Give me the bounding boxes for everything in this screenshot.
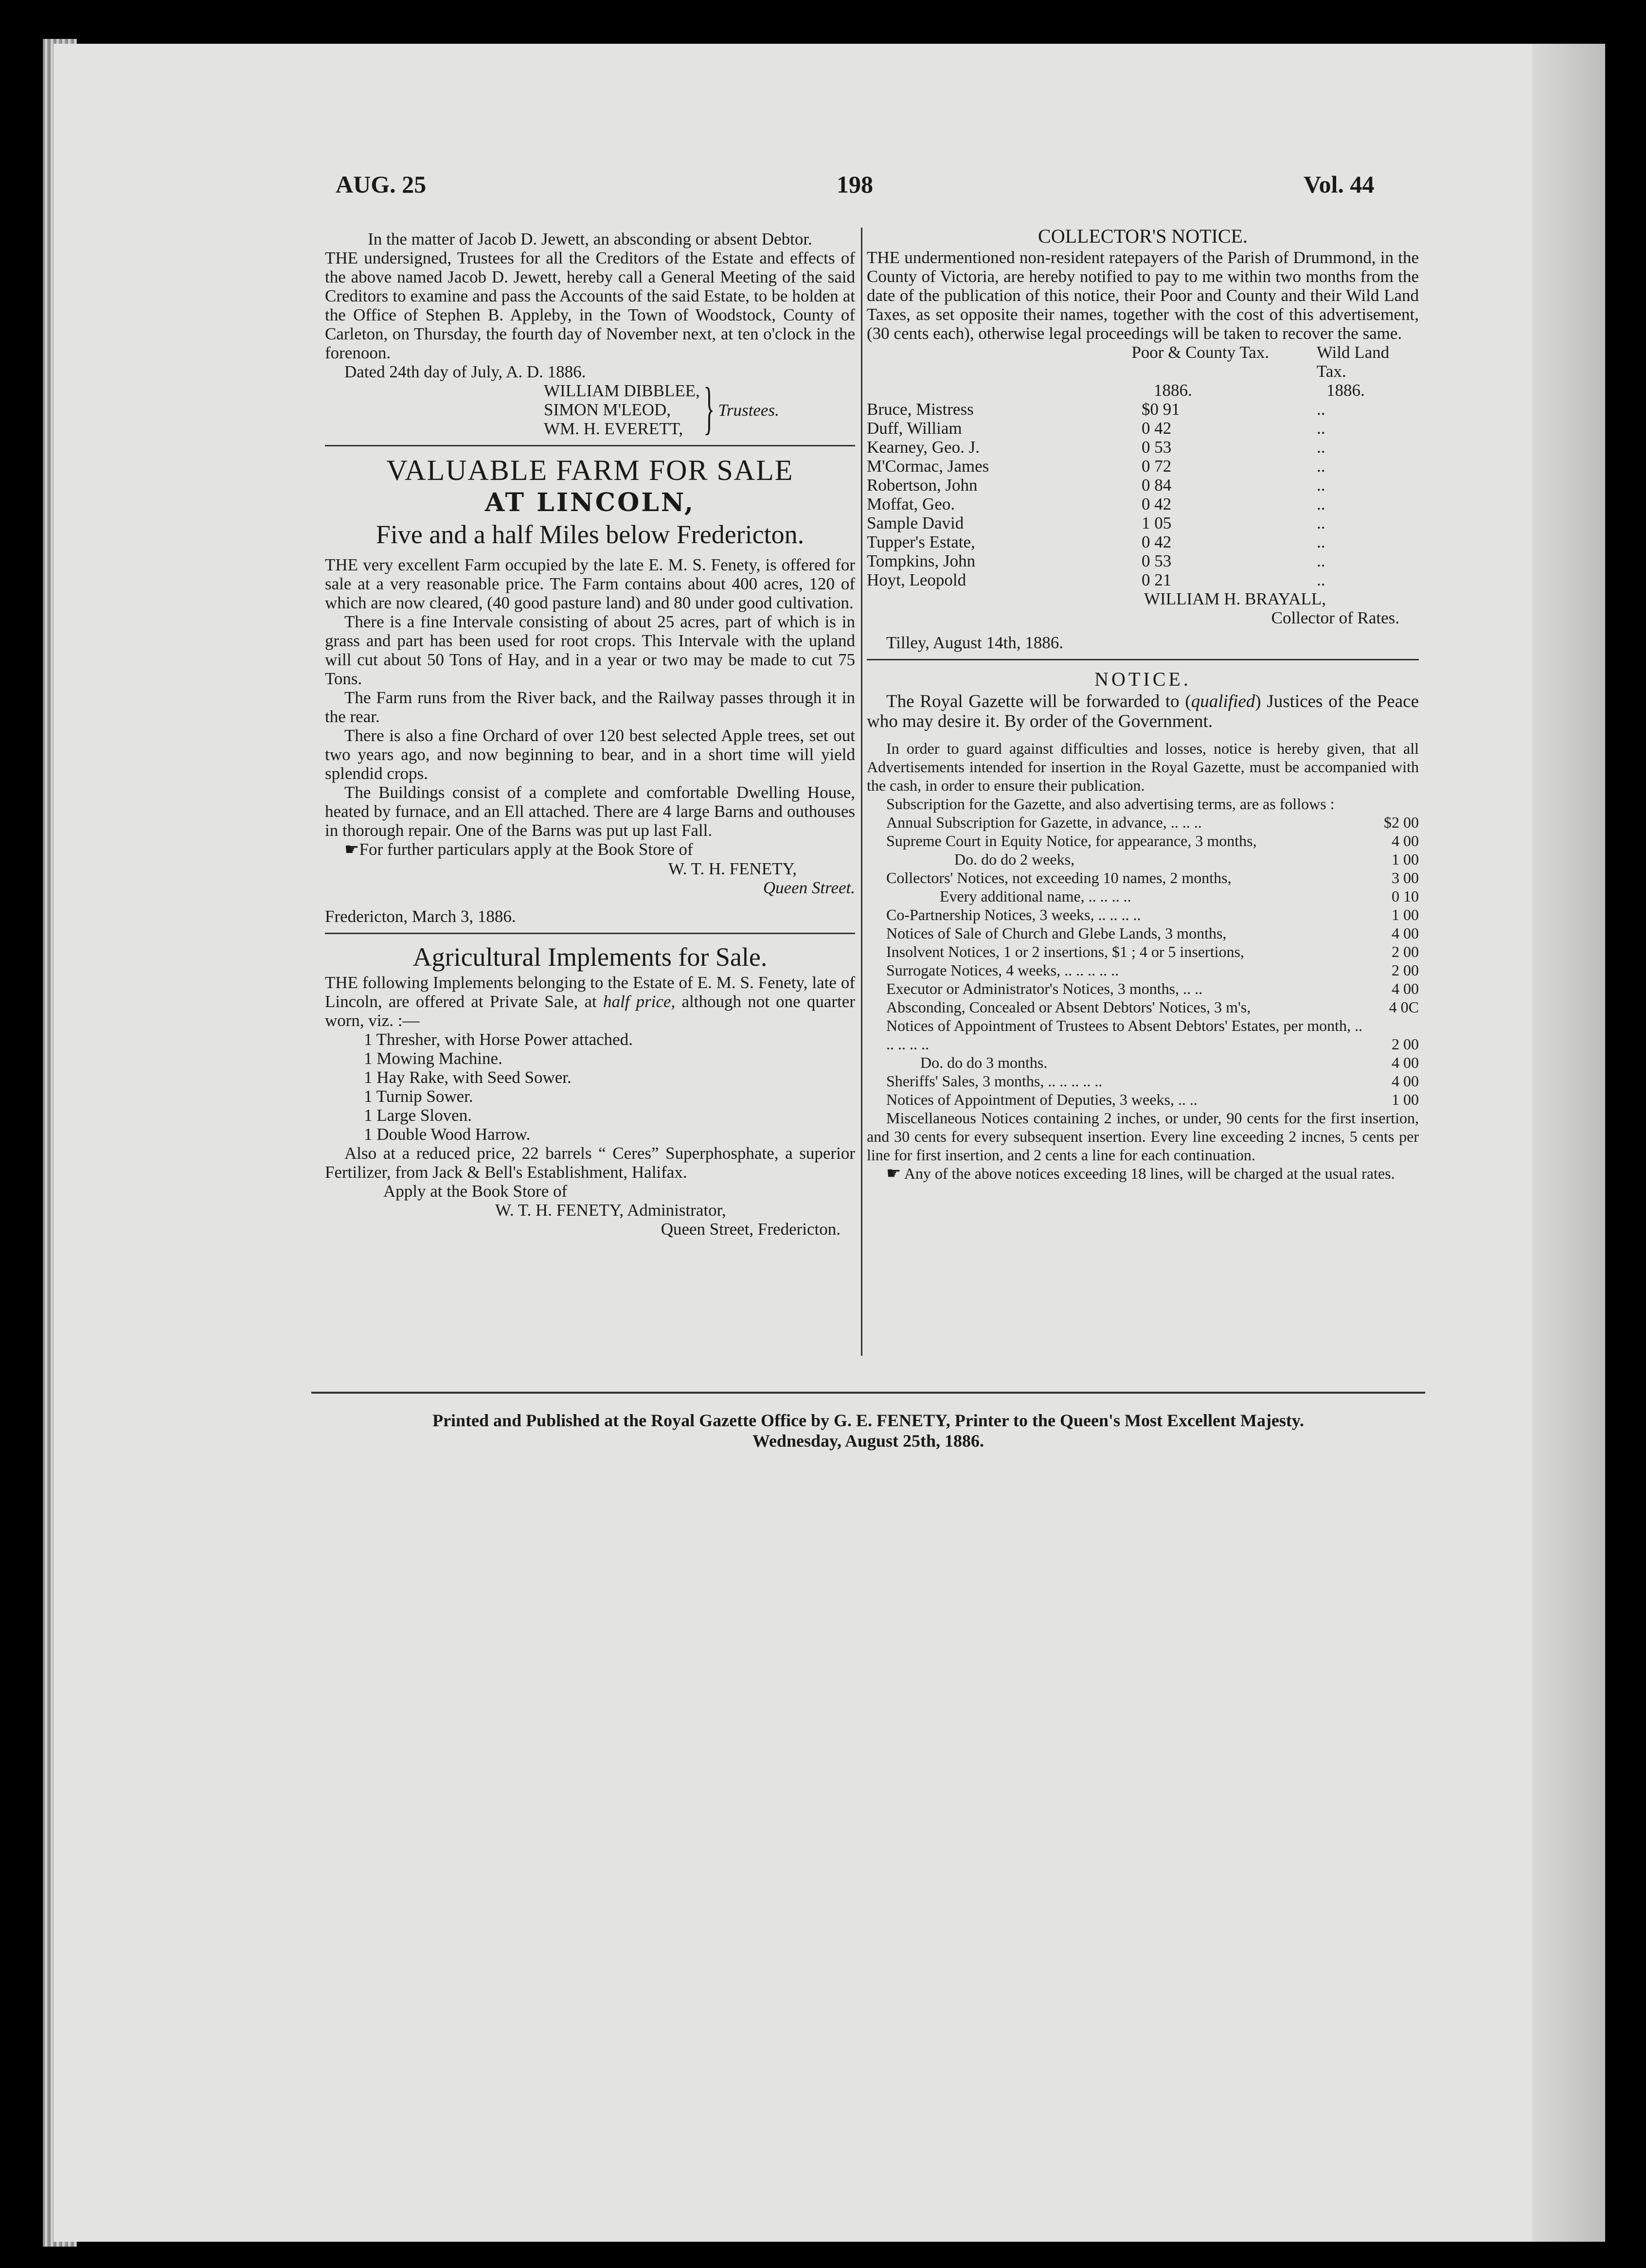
rate-label: Every additional name, .. .. .. ..: [940, 887, 1131, 905]
rate-label: Surrogate Notices, 4 weeks, .. .. .. .. ..: [886, 961, 1119, 979]
imprint-date: Wednesday, August 25th, 1886.: [752, 1431, 984, 1451]
rate-amount: 4 00: [1392, 924, 1419, 942]
rate-amount: 2 00: [1392, 943, 1419, 960]
implements-intro-rest: although not one quarter worn, viz. :—: [325, 992, 855, 1030]
rate-row: [867, 1053, 1419, 1072]
rate-label: Absconding, Concealed or Absent Debtors' Notices, 3 m's,: [886, 998, 1251, 1016]
farm-location: Five and a half Miles below Fredericton.: [376, 520, 805, 549]
farm-dated: Fredericton, March 3, 1886.: [325, 907, 516, 926]
table-row: [867, 551, 1419, 570]
rate-label: Executor or Administrator's Notices, 3 months, .. ..: [886, 980, 1203, 997]
rate-amount: 2 00: [1392, 961, 1419, 979]
rate-row: [867, 1090, 1419, 1109]
imprint-line: Printed and Published at the Royal Gazette Office by G. E. FENETY, Printer to the Queen's Most Excellent Majesty.: [432, 1411, 1304, 1430]
farm-apply: For further particulars apply at the Book Store of: [359, 840, 693, 859]
jewett-title: In the matter of Jacob D. Jewett, an absconding or absent Debtor.: [368, 230, 812, 248]
rate-amount: 2 00: [1392, 1035, 1419, 1053]
section-rule: [325, 933, 855, 934]
tax-table: [867, 400, 1419, 589]
tax-table-years: [867, 381, 1419, 400]
rate-amount: 4 00: [1392, 832, 1419, 850]
wild-tax: ..: [1317, 495, 1325, 514]
rate-label: Collectors' Notices, not exceeding 10 names, 2 months,: [886, 869, 1232, 886]
year-poor: 1886.: [1154, 381, 1192, 400]
poor-tax: $0 91: [1142, 400, 1180, 419]
ratepayer-name: Tupper's Estate,: [867, 532, 975, 551]
list-item: 1 Mowing Machine.: [364, 1049, 502, 1068]
collector-body: THE undermentioned non-resident ratepayers of the Parish of Drummond, in the County of Victoria, are hereby notified to pay to me within two months from the date of the publication of this notice, their Poor and County and their Wild Land Taxes, as set opposite their names, together with the cost of this advertisement, (30 cents each), otherwise legal proceedings will be taken to recover the same.: [867, 248, 1419, 343]
table-row: [867, 476, 1419, 495]
notice-p1-italic: qualified: [1191, 691, 1255, 711]
page-number: 198: [837, 171, 873, 198]
jewett-body: THE undersigned, Trustees for all the Creditors of the Estate and effects of the above named Jacob D. Jewett, hereby call a General Meeting of the said Creditors to examine and pass the Accounts of the said Estate, to be holden at the Office of Stephen B. Appleby, in the Town of Woodstock, County of Carleton, on Thursday, the fourth day of November next, at ten o'clock in the forenoon.: [325, 248, 855, 362]
wild-tax: ..: [1317, 438, 1325, 457]
rate-row: [867, 1072, 1419, 1090]
ratepayer-name: Kearney, Geo. J.: [867, 438, 980, 457]
rate-row: [867, 942, 1419, 961]
rate-label: Sheriffs' Sales, 3 months, .. .. .. .. ..: [886, 1072, 1103, 1090]
rate-label: Insolvent Notices, 1 or 2 insertions, $1 ; 4 or 5 insertions,: [886, 943, 1244, 960]
notice-terms: [867, 739, 1419, 1183]
wild-tax: ..: [1317, 514, 1325, 532]
rate-row: [867, 868, 1419, 887]
jewett-dated: Dated 24th day of July, A. D. 1886.: [344, 362, 586, 381]
implements-contact-name: W. T. H. FENETY, Administrator,: [495, 1201, 726, 1220]
jewett-notice: [325, 230, 855, 438]
brace: }: [703, 375, 715, 440]
tax-table-header: [867, 343, 1419, 381]
rate-row: [867, 961, 1419, 979]
imprint: [311, 1391, 1425, 1451]
table-row: [867, 514, 1419, 532]
implements-list: [325, 1030, 855, 1144]
rate-row: [867, 832, 1419, 850]
notice-p3: Subscription for the Gazette, and also advertising terms, are as follows :: [886, 795, 1335, 813]
rate-amount: 4 0C: [1389, 998, 1419, 1016]
trustee-name: SIMON M'LEOD,: [544, 400, 671, 419]
ratepayer-name: M'Cormac, James: [867, 457, 989, 476]
farm-paragraph: THE very excellent Farm occupied by the late E. M. S. Fenety, is offered for sale at a very reasonable price. The Farm contains about 400 acres, 120 of which are now cleared, (40 good pasture land) and 80 under good cultivation.: [325, 555, 855, 612]
rate-amount: 4 00: [1392, 980, 1419, 997]
rate-amount: 3 00: [1392, 869, 1419, 886]
rate-row: [867, 887, 1419, 905]
poor-tax: 1 05: [1142, 514, 1172, 532]
pointing-hand-icon: ☛: [886, 1165, 901, 1183]
notice-p2: In order to guard against difficulties and losses, notice is hereby given, that all Advertisements intended for insertion in the Royal Gazette, must be accompanied with the cash, in order to ensure their publication.: [867, 740, 1419, 794]
right-column: [867, 225, 1419, 1183]
collector-signer: WILLIAM H. BRAYALL,: [1144, 589, 1326, 608]
col-wild-land: Wild Land Tax.: [1316, 343, 1390, 381]
rate-label: Co-Partnership Notices, 3 weeks, .. .. .. ..: [886, 906, 1141, 923]
wild-tax: ..: [1317, 551, 1325, 570]
collector-dated: Tilley, August 14th, 1886.: [886, 633, 1063, 652]
implements-intro-italic: half price,: [603, 992, 676, 1011]
table-row: [867, 419, 1419, 438]
rate-label: Notices of Appointment of Trustees to Absent Debtors' Estates, per month, .. .. .. .. ..: [886, 1017, 1363, 1053]
wild-tax: ..: [1317, 532, 1325, 551]
rate-amount: $2 00: [1384, 814, 1419, 831]
trustee-name: WM. H. EVERETT,: [544, 419, 683, 438]
rate-label: Supreme Court in Equity Notice, for appearance, 3 months,: [886, 832, 1257, 850]
section-rule: [867, 659, 1419, 660]
implements-also: Also at a reduced price, 22 barrels “ Ceres” Superphosphate, a superior Fertilizer, from Jack & Bell's Establishment, Halifax.: [325, 1144, 855, 1182]
wild-tax: ..: [1317, 476, 1325, 495]
rate-row: [867, 850, 1419, 868]
table-row: [867, 570, 1419, 589]
notice-misc: Miscellaneous Notices containing 2 inches, or under, 90 cents for the first insertion, and 30 cents for every subsequent insertion. Every line exceeding 2 incnes, 5 cents per line for first insertion, and 2 cents a line for each continuation.: [867, 1109, 1419, 1164]
trustees-label: Trustees.: [718, 401, 779, 420]
rate-row: [867, 813, 1419, 832]
notice-excess: Any of the above notices exceeding 18 lines, will be charged at the usual rates.: [904, 1165, 1395, 1182]
rate-row: [867, 905, 1419, 924]
left-column: [325, 230, 855, 1239]
rate-amount: 1 00: [1392, 850, 1419, 868]
rate-row: [867, 998, 1419, 1016]
trustee-name: WILLIAM DIBBLEE,: [544, 381, 700, 400]
year-wild: 1886.: [1326, 381, 1365, 400]
ratepayer-name: Hoyt, Leopold: [867, 570, 966, 589]
farm-paragraph: The Buildings consist of a complete and comfortable Dwelling House, heated by furnace, and an Ell attached. There are 4 large Barns and outhouses in thorough repair. One of the Barns was put up last Fall.: [325, 783, 855, 840]
implements-contact-street: Queen Street, Fredericton.: [661, 1220, 841, 1239]
notice-title: NOTICE.: [1094, 668, 1191, 690]
rate-label: Annual Subscription for Gazette, in advance, .. .. ..: [886, 814, 1202, 831]
farm-subtitle: AT LINCOLN,: [484, 488, 696, 517]
ratepayer-name: Moffat, Geo.: [867, 495, 955, 514]
rate-row: [867, 979, 1419, 998]
poor-tax: 0 42: [1142, 419, 1172, 438]
notice-p1: The Royal Gazette will be forwarded to (: [886, 691, 1191, 711]
farm-contact-name: W. T. H. FENETY,: [668, 859, 797, 878]
ratepayer-name: Sample David: [867, 514, 964, 532]
collectors-notice: [867, 225, 1419, 652]
implements-ad: [325, 941, 855, 1239]
header-date: AUG. 25: [336, 171, 427, 198]
notice-p1-rest: ) Justices of the Peace who may desire it. By order of the Government.: [867, 691, 1419, 731]
table-row: [867, 532, 1419, 551]
ratepayer-name: Bruce, Mistress: [867, 400, 974, 419]
ratepayer-name: Tompkins, John: [867, 551, 976, 570]
farm-contact-street: Queen Street.: [763, 878, 855, 897]
list-item: 1 Thresher, with Horse Power attached.: [364, 1030, 633, 1049]
table-row: [867, 438, 1419, 457]
list-item: 1 Turnip Sower.: [364, 1087, 473, 1106]
wild-tax: ..: [1317, 400, 1325, 419]
implements-intro: THE following Implements belonging to the Estate of E. M. S. Fenety, late of Lincoln, are offered at Private Sale, at: [325, 973, 855, 1011]
ratepayer-name: Robertson, John: [867, 476, 978, 495]
poor-tax: 0 53: [1142, 438, 1172, 457]
rate-amount: 4 00: [1392, 1054, 1419, 1071]
rate-label: Do. do do 3 months.: [920, 1054, 1048, 1071]
table-row: [867, 457, 1419, 476]
collector-signer-title: Collector of Rates.: [1271, 608, 1399, 627]
farm-paragraph: There is also a fine Orchard of over 120 best selected Apple trees, set out two years ago, and now beginning to bear, and in a short time will yield splendid crops.: [325, 726, 855, 783]
col-poor-county: Poor & County Tax.: [1131, 343, 1270, 362]
rate-row: [867, 1016, 1419, 1053]
poor-tax: 0 84: [1142, 476, 1172, 495]
page-edge: [1532, 44, 1605, 2242]
poor-tax: 0 42: [1142, 532, 1172, 551]
wild-tax: ..: [1317, 457, 1325, 476]
poor-tax: 0 53: [1142, 551, 1172, 570]
poor-tax: 0 42: [1142, 495, 1172, 514]
list-item: 1 Large Sloven.: [364, 1106, 472, 1125]
column-divider: [861, 228, 862, 1356]
wild-tax: ..: [1317, 419, 1325, 438]
farm-paragraph: There is a fine Intervale consisting of about 25 acres, part of which is in grass and part has been used for root crops. This Intervale with the upland will cut about 50 Tons of Hay, and in a year or two may be made to cut 75 Tons.: [325, 612, 855, 688]
poor-tax: 0 21: [1142, 570, 1172, 589]
rate-amount: 4 00: [1392, 1072, 1419, 1090]
farm-paragraph: The Farm runs from the River back, and the Railway passes through it in the rear.: [325, 688, 855, 726]
ratepayer-name: Duff, William: [867, 419, 962, 438]
gazette-notice: [867, 667, 1419, 1183]
farm-sale-ad: [325, 453, 855, 926]
table-row: [867, 495, 1419, 514]
pointing-hand-icon: ☛: [344, 841, 359, 859]
rate-label: Do. do do 2 weeks,: [954, 850, 1075, 868]
rate-row: [867, 924, 1419, 942]
wild-tax: ..: [1317, 570, 1325, 589]
poor-tax: 0 72: [1142, 457, 1172, 476]
rate-amount: 0 10: [1392, 887, 1419, 905]
rate-label: Notices of Sale of Church and Glebe Lands, 3 months,: [886, 924, 1227, 942]
list-item: 1 Double Wood Harrow.: [364, 1125, 531, 1144]
implements-apply: Apply at the Book Store of: [383, 1182, 568, 1201]
header-volume: Vol. 44: [1304, 171, 1375, 198]
rate-amount: 1 00: [1392, 906, 1419, 923]
farm-title: VALUABLE FARM FOR SALE: [386, 454, 794, 486]
collector-title: COLLECTOR'S NOTICE.: [1038, 225, 1248, 247]
table-row: [867, 400, 1419, 419]
section-rule: [325, 445, 855, 446]
list-item: 1 Hay Rake, with Seed Sower.: [364, 1068, 572, 1087]
implements-title: Agricultural Implements for Sale.: [412, 942, 768, 972]
trustee-signatures: [544, 375, 855, 440]
rate-label: Notices of Appointment of Deputies, 3 weeks, .. ..: [886, 1091, 1198, 1108]
rate-amount: 1 00: [1392, 1091, 1419, 1108]
